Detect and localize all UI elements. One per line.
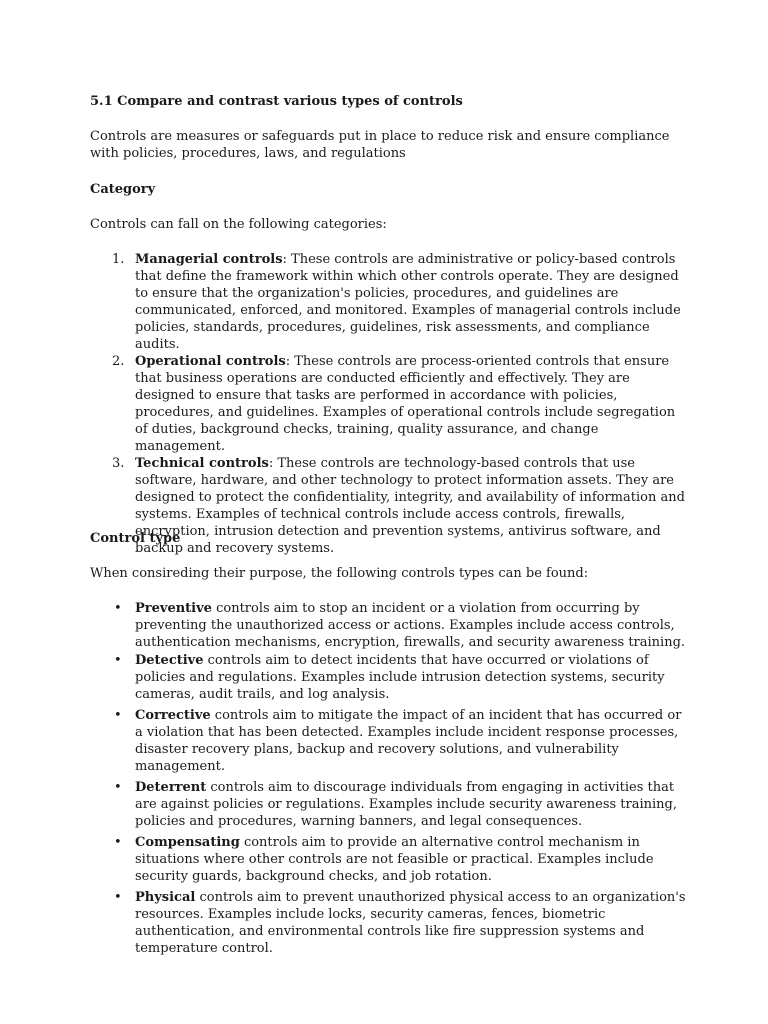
list-item [90, 834, 690, 885]
list-marker: 2. [112, 354, 125, 369]
item-term: Deterrent [135, 780, 207, 795]
item-text: controls aim to discourage individuals from engaging in activities that are against policies or regulations. Examples include security awareness training, policies and procedures, warning banners, and legal consequences. [135, 780, 678, 829]
item-term: Managerial controls [135, 252, 283, 267]
bullet-marker: • [114, 601, 122, 616]
item-text: : These controls are technology-based controls that use software, hardware, and other technology to protect information assets. They are designed to protect the confidentiality, integrity, and availability of information and systems. Examples of technical controls include access controls, firewalls, encryption, intrusion detection and prevention systems, antivirus software, and backup and recovery systems. [135, 456, 685, 556]
bullet-marker: • [114, 780, 122, 795]
item-text: : These controls are administrative or policy-based controls that define the framework within which other controls operate. They are designed to ensure that the organization's policies, procedures, and guidelines are communicated, enforced, and monitored. Examples of managerial controls include policies, standards, procedures, guidelines, risk assessments, and compliance audits. [135, 252, 681, 352]
control-type-list [90, 600, 690, 957]
intro-paragraph: Controls are measures or safeguards put in place to reduce risk and ensure compliance with policies, procedures, laws, and regulations [90, 129, 670, 161]
item-term: Compensating [135, 835, 240, 850]
list-item [90, 779, 690, 830]
list-marker: 1. [112, 252, 125, 267]
item-text: controls aim to provide an alternative control mechanism in situations where other controls are not feasible or practical. Examples include security guards, background checks, and job rotation. [135, 835, 654, 884]
list-item [90, 889, 690, 957]
category-list [90, 251, 690, 557]
list-item [90, 353, 690, 455]
control-type-lead: When consireding their purpose, the following controls types can be found: [90, 566, 589, 581]
item-term: Preventive [135, 601, 212, 616]
category-title: Category [90, 182, 156, 197]
item-text: controls aim to mitigate the impact of an incident that has occurred or a violation that has been detected. Examples include incident response processes, disaster recovery plans, backup and recovery solutions, and vulnerability management. [135, 708, 682, 774]
list-item [90, 600, 690, 651]
item-term: Physical [135, 890, 196, 905]
bullet-marker: • [114, 835, 122, 850]
list-item [90, 652, 690, 703]
control-type-title: Control type [90, 531, 181, 546]
bullet-marker: • [114, 708, 122, 723]
item-text: controls aim to stop an incident or a violation from occurring by preventing the unauthorized access or actions. Examples include access controls, authentication mechanisms, encryption, firewalls, and security awareness training. [135, 601, 686, 650]
item-term: Operational controls [135, 354, 286, 369]
category-lead: Controls can fall on the following categories: [90, 217, 387, 232]
item-text: controls aim to prevent unauthorized physical access to an organization's resources. Examples include locks, security cameras, fences, biometric authentication, and environmental controls like fire suppression systems and temperature control. [135, 890, 686, 956]
item-term: Detective [135, 653, 204, 668]
item-text: controls aim to detect incidents that have occurred or violations of policies and regulations. Examples include intrusion detection systems, security cameras, audit trails, and log analysis. [135, 653, 665, 702]
list-marker: 3. [112, 456, 125, 471]
item-text: : These controls are process-oriented controls that ensure that business operations are conducted efficiently and effectively. They are designed to ensure that tasks are performed in accordance with policies, procedures, and guidelines. Examples of operational controls include segregation of duties, background checks, training, quality assurance, and change management. [135, 354, 676, 454]
section-heading: 5.1 Compare and contrast various types of controls [90, 94, 463, 109]
bullet-marker: • [114, 890, 122, 905]
bullet-marker: • [114, 653, 122, 668]
item-term: Technical controls [135, 456, 269, 471]
list-item [90, 251, 690, 353]
list-item [90, 707, 690, 775]
item-term: Corrective [135, 708, 211, 723]
